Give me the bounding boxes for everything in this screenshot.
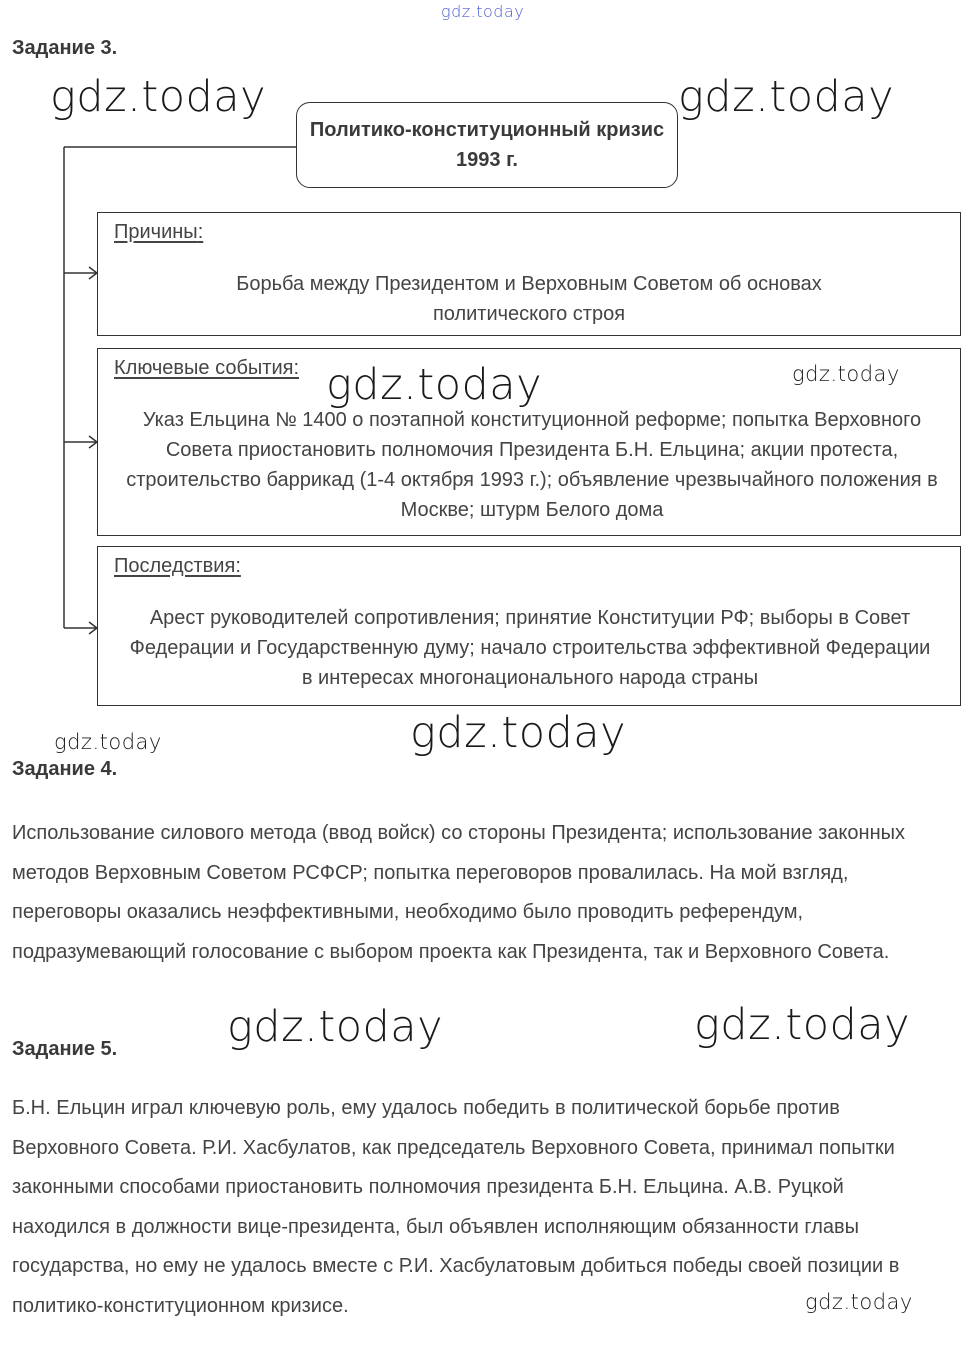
- watermark: gdz.today: [50, 72, 267, 122]
- task5-heading: Задание 5.: [12, 1038, 118, 1060]
- causes-text: Борьба между Президентом и Верховным Советом об основах политического строя: [236, 273, 822, 325]
- task3-heading: Задание 3.: [12, 37, 118, 59]
- causes-label: Причины:: [114, 221, 204, 243]
- task4-text: Использование силового метода (ввод войск) со стороны Президента; использование законных методов Верховным Советом РСФСР; попытка переговоров провалилась. На мой взгляд, переговоры оказались неэффективными, необходимо было проводить референдум, подразумевающий голосование с выбором проекта как Президента, так и Верховного Совета.: [12, 822, 905, 963]
- events-box: [97, 348, 961, 536]
- consequences-label: Последствия:: [114, 555, 241, 577]
- task4-heading: Задание 4.: [12, 758, 118, 780]
- consequences-box: [97, 546, 961, 706]
- diagram-title: Политико-конституционный кризис 1993 г.: [309, 119, 665, 171]
- watermark: gdz.today: [792, 362, 900, 386]
- watermark: gdz.today: [805, 1290, 913, 1314]
- events-text: Указ Ельцина № 1400 о поэтапной конституционной реформе; попытка Верховного Совета приостановить полномочия Президента Б.Н. Ельцина; акции протеста, строительство баррикад (1-4 октября 1993 г.); объявление чрезвычайного положения в Москве; штурм Белого дома: [126, 409, 938, 521]
- consequences-text: Арест руководителей сопротивления; принятие Конституции РФ; выборы в Совет Федерации и Государственную думу; начало строительства эффективной Федерации в интересах многонационального народа страны: [129, 607, 931, 689]
- causes-box: [97, 212, 961, 336]
- watermark: gdz.today: [410, 708, 627, 758]
- watermark: gdz.today: [326, 360, 543, 410]
- task5-text: Б.Н. Ельцин играл ключевую роль, ему удалось победить в политической борьбе против Верховного Совета. Р.И. Хасбулатов, как председатель Верховного Совета, принимал попытки законными способами приостановить полномочия президента Б.Н. Ельцина. А.В. Руцкой находился в должности вице-президента, был объявлен исполняющим обязанности главы государства, но ему не удалось вместе с Р.И. Хасбулатовым добиться победы своей позиции в политико-конституционном кризисе.: [12, 1097, 900, 1317]
- watermark: gdz.today: [678, 72, 895, 122]
- watermark: gdz.today: [694, 1000, 911, 1050]
- watermark-top: gdz.today: [441, 2, 525, 21]
- diagram-title-box: [296, 102, 678, 188]
- watermark: gdz.today: [227, 1002, 444, 1052]
- watermark: gdz.today: [54, 730, 162, 754]
- events-label: Ключевые события:: [114, 357, 300, 379]
